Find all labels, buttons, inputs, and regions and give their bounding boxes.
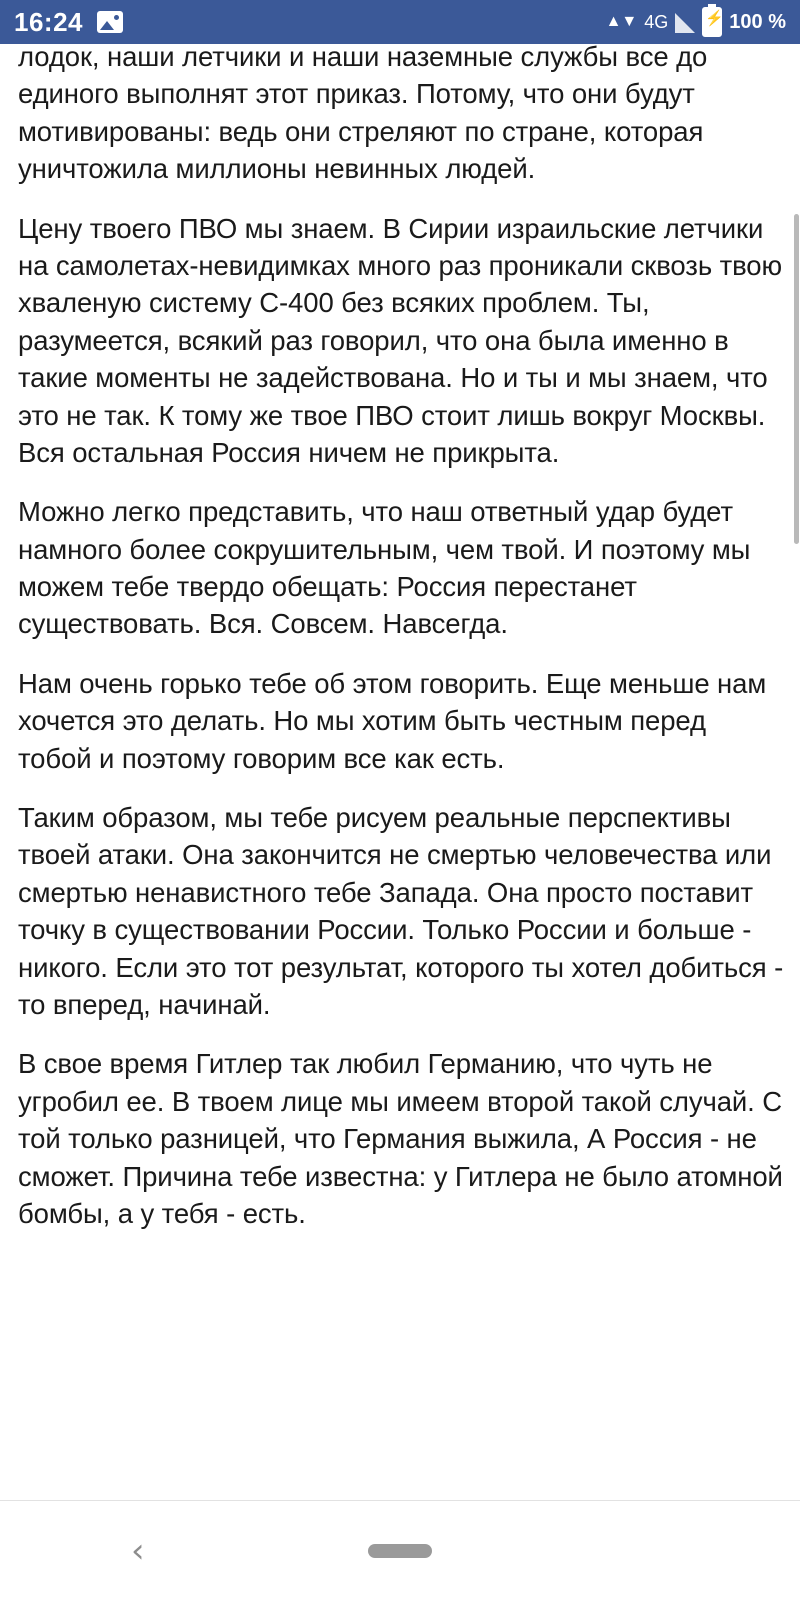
network-type-label: 4G <box>644 11 669 32</box>
status-clock: 16:24 <box>14 6 83 37</box>
chevron-left-icon[interactable]: ‹ <box>131 1530 145 1571</box>
status-bar-right <box>606 7 786 37</box>
article-paragraph: Цену твоего ПВО мы знаем. В Сирии израильские летчики на самолетах-невидимках много раз проникали сквозь твою хваленую систему С-400 без всяких проблем. Ты, разумеется, всякий раз говорил, что она была именно в такие моменты не задействована. Но и ты и мы знаем, что это не так. К тому же твое ПВО стоит лишь вокруг Москвы. Вся остальная Россия ничем не прикрыта. <box>18 212 783 468</box>
scrollbar-thumb[interactable] <box>794 214 799 544</box>
status-bar <box>0 0 800 44</box>
home-gesture-pill[interactable] <box>368 1544 432 1558</box>
article-paragraph: Можно легко представить, что наш ответный удар будет намного более сокрушительным, чем твой. И поэтому мы можем тебе твердо обещать: Россия перестанет существовать. Вся. Совсем. Навсегда. <box>18 496 751 640</box>
status-bar-left <box>14 7 123 38</box>
data-transfer-icon: ▲▼ <box>605 13 638 30</box>
battery-charging-icon <box>702 7 722 37</box>
article-paragraph: Таким образом, мы тебе рисуем реальные перспективы твоей атаки. Она закончится не смертью человечества или смертью ненавистного тебе Запада. Она просто поставит точку в существовании России. Только России и больше - никого. Если это тот результат, которого ты хотел добиться - то вперед, начинай. <box>18 802 784 1020</box>
photo-icon <box>97 11 123 33</box>
scrollbar[interactable] <box>794 44 800 1500</box>
article-paragraph: Нам очень горько тебе об этом говорить. Еще меньше нам хочется это делать. Но мы хотим быть честным перед тобой и поэтому говорим все как есть. <box>18 667 767 774</box>
article-paragraph: В свое время Гитлер так любил Германию, что чуть не угробил ее. В твоем лице мы имеем второй такой случай. С той только разницей, что Германия выжила, А Россия - не сможет. Причина тебе известна: у Гитлера не было атомной бомбы, а у тебя - есть. <box>18 1048 783 1229</box>
article-content[interactable] <box>0 44 800 1500</box>
article-paragraph: лодок, наши летчики и наши наземные службы все до единого выполнят этот приказ. Потому, что они будут мотивированы: ведь они стреляют по стране, которая уничтожила миллионы невинных людей. <box>18 44 708 185</box>
signal-bars-icon <box>675 13 695 33</box>
battery-percent-label: 100 % <box>729 10 786 33</box>
system-navigation-bar <box>0 1500 800 1600</box>
